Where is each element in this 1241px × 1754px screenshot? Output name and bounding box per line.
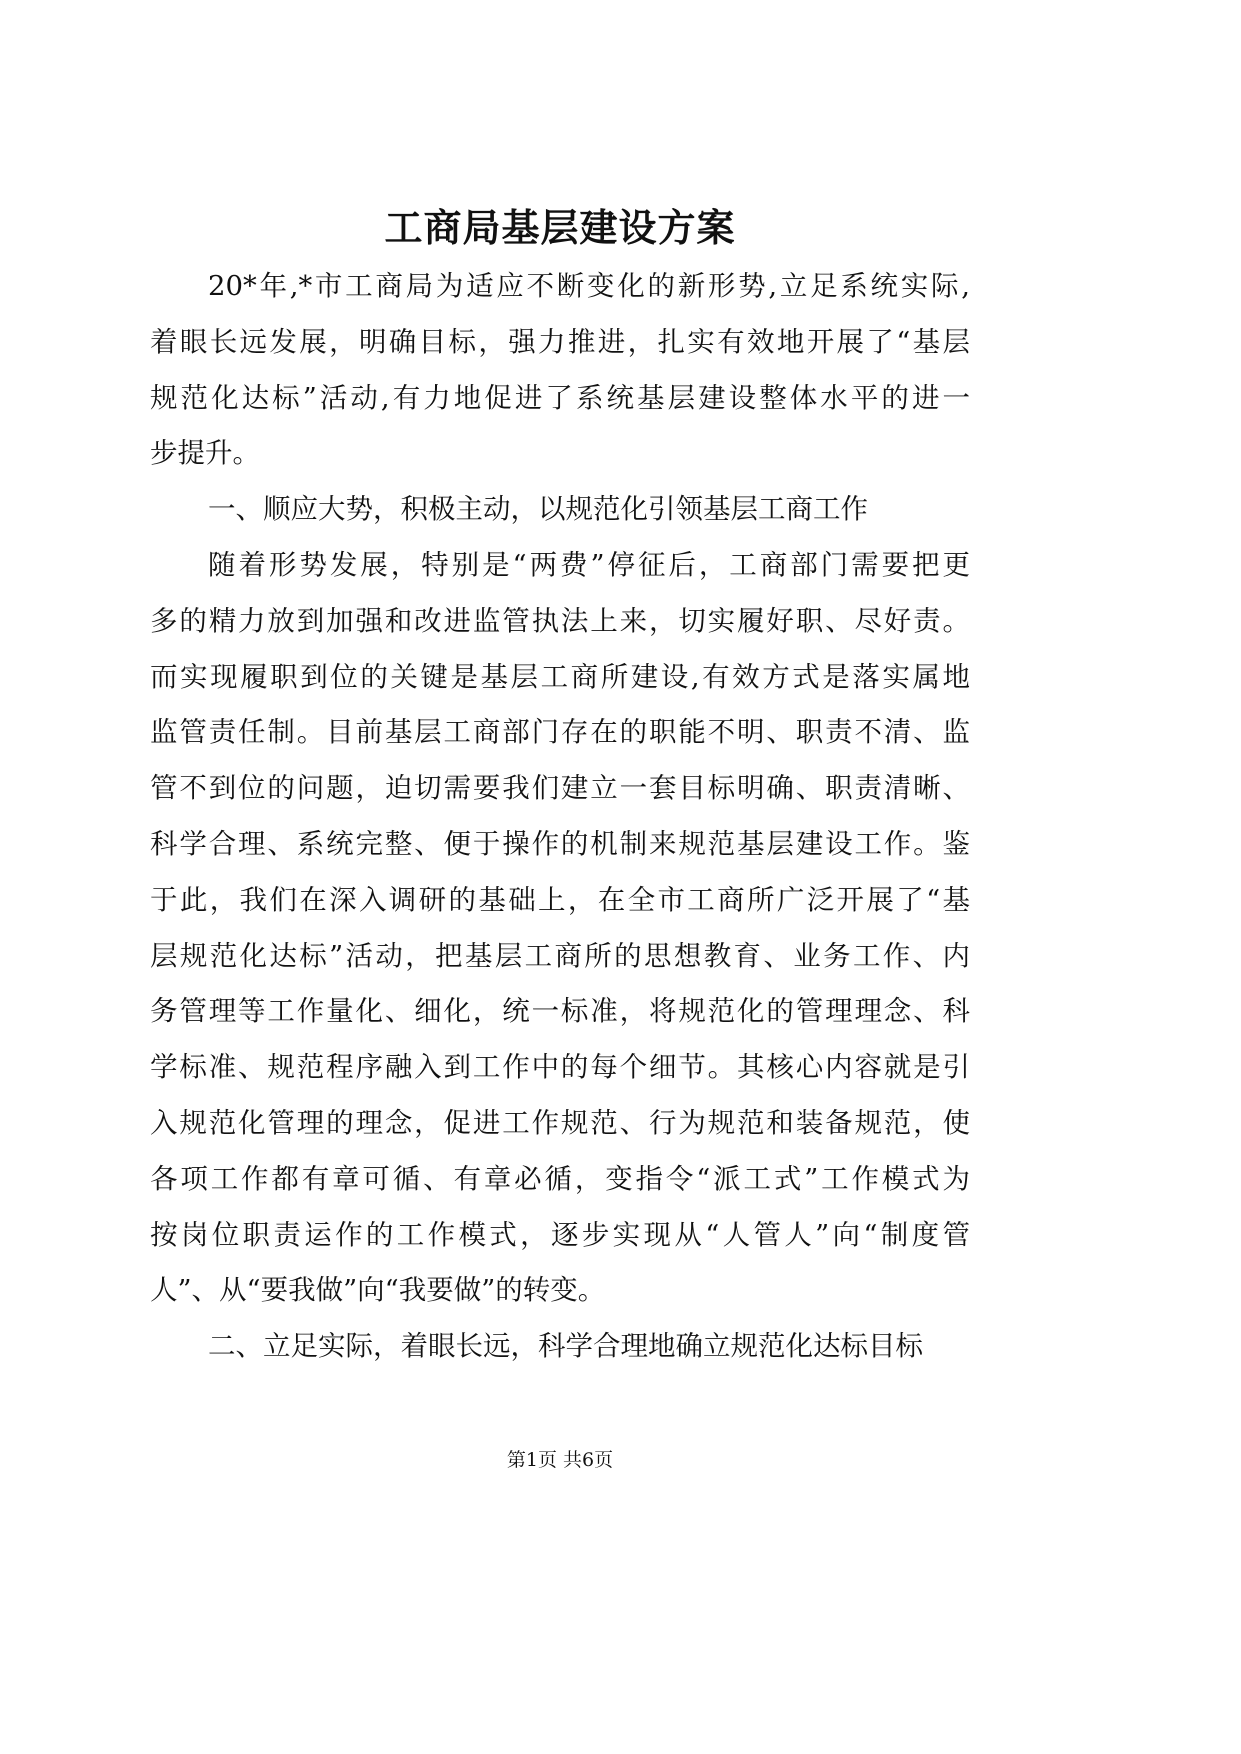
paragraph-line: 着眼长远发展，明确目标，强力推进，扎实有效地开展了“基层 [150,325,970,358]
paragraph-line: 入规范化管理的理念，促进工作规范、行为规范和装备规范，使 [150,1107,970,1139]
paragraph-line: 随着形势发展，特别是“两费”停征后，工商部门需要把更 [208,549,970,581]
paragraph-line: 科学合理、系统完整、便于操作的机制来规范基层建设工作。鉴 [150,828,970,860]
paragraph-line: 层规范化达标”活动，把基层工商所的思想教育、业务工作、内 [150,939,970,972]
paragraph-line: 各项工作都有章可循、有章必循，变指令“派工式”工作模式为 [150,1162,970,1195]
section-heading: 二、立足实际，着眼长远，科学合理地确立规范化达标目标 [208,1330,923,1363]
paragraph-line: 人”、从“要我做”向“我要做”的转变。 [150,1274,606,1307]
paragraph-line: 20*年,*市工商局为适应不断变化的新形势,立足系统实际, [208,270,970,302]
paragraph-line: 按岗位职责运作的工作模式，逐步实现从“人管人”向“制度管 [150,1218,970,1251]
paragraph-line: 规范化达标”活动,有力地促进了系统基层建设整体水平的进一 [150,381,970,414]
paragraph-line: 步提升。 [150,437,260,470]
paragraph-line: 学标准、规范程序融入到工作中的每个细节。其核心内容就是引 [150,1051,970,1084]
paragraph-line: 于此，我们在深入调研的基础上，在全市工商所广泛开展了“基 [150,883,970,916]
paragraph-line: 监管责任制。目前基层工商部门存在的职能不明、职责不清、监 [150,716,970,749]
paragraph-line: 而实现履职到位的关键是基层工商所建设,有效方式是落实属地 [150,660,970,693]
paragraph-line: 多的精力放到加强和改进监管执法上来，切实履好职、尽好责。 [150,604,970,637]
page-footer: 第1页 共6页 [506,1449,614,1471]
section-heading: 一、顺应大势，积极主动，以规范化引领基层工商工作 [208,493,868,526]
paragraph-line: 管不到位的问题，迫切需要我们建立一套目标明确、职责清晰、 [150,772,970,805]
paragraph-line: 务管理等工作量化、细化，统一标准，将规范化的管理理念、科 [150,995,970,1028]
document-title: 工商局基层建设方案 [384,205,736,250]
